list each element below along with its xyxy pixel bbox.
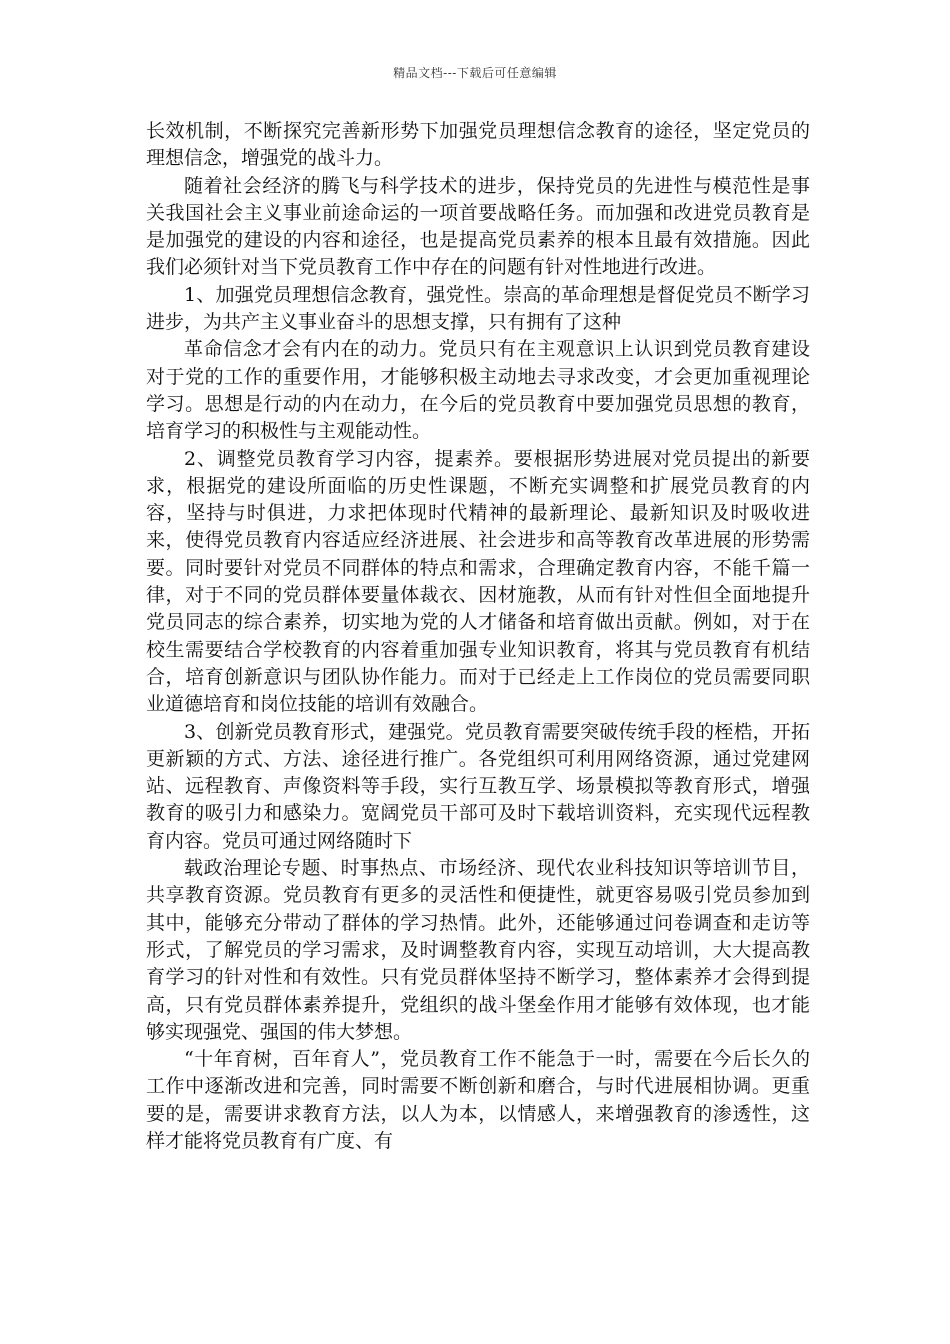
paragraph-3: 1、加强党员理想信念教育，强党性。崇高的革命理想是督促党员不断学习进步，为共产主义事业奋斗的思想支撑，只有拥有了这种 (146, 283, 810, 334)
paragraph-8: “十年育树，百年育人”，党员教育工作不能急于一时，需要在今后长久的工作中逐渐改进和完善，同时需要不断创新和磨合，与时代进展相协调。更重要的是，需要讲求教育方法，以人为本，以情感人，来增强教育的渗透性，这样才能将党员教育有广度、有 (146, 1048, 810, 1152)
paragraph-2: 随着社会经济的腾飞与科学技术的进步，保持党员的先进性与模范性是事关我国社会主义事业前途命运的一项首要战略任务。而加强和改进党员教育是是加强党的建设的内容和途径，也是提高党员素养的根本且最有效措施。因此我们必须针对当下党员教育工作中存在的问题有针对性地进行改进。 (146, 174, 810, 279)
paragraph-1: 长效机制，不断探究完善新形势下加强党员理想信念教育的途径，坚定党员的理想信念，增强党的战斗力。 (146, 120, 810, 170)
paragraph-6: 3、创新党员教育形式，建强党。党员教育需要突破传统手段的桎梏，开拓更新颖的方式、方法、途径进行推广。各党组织可利用网络资源，通过党建网站、远程教育、声像资料等手段，实行互教互学、场景模拟等教育形式，增强教育的吸引力和感染力。宽阔党员干部可及时下载培训资料，充实现代远程教育内容。党员可通过网络随时下 (146, 720, 810, 852)
paragraph-7: 载政治理论专题、时事热点、市场经济、现代农业科技知识等培训节目，共享教育资源。党员教育有更多的灵活性和便捷性，就更容易吸引党员参加到其中，能够充分带动了群体的学习热情。此外，还能够通过问卷调查和走访等形式，了解党员的学习需求，及时调整教育内容，实现互动培训，大大提高教育学习的针对性和有效性。只有党员群体坚持不断学习，整体素养才会得到提高，只有党员群体素养提升，党组织的战斗堡垒作用才能够有效体现，也才能够实现强党、强国的伟大梦想。 (146, 857, 810, 1043)
page-header: 精品文档---下载后可任意编辑 (393, 66, 557, 80)
document-body (146, 118, 810, 1155)
paragraph-5: 2、调整党员教育学习内容，提素养。要根据形势进展对党员提出的新要求，根据党的建设所面临的历史性课题，不断充实调整和扩展党员教育的内容，坚持与时俱进，力求把体现时代精神的最新理论、最新知识及时吸收进来，使得党员教育内容适应经济进展、社会进步和高等教育改革进展的形势需要。同时要针对党员不同群体的特点和需求，合理确定教育内容，不能千篇一律，对于不同的党员群体要量体裁衣、因材施教，从而有针对性但全面地提升党员同志的综合素养，切实地为党的人才储备和培育做出贡献。例如，对于在校生需要结合学校教育的内容着重加强专业知识教育，将其与党员教育有机结合，培育创新意识与团队协作能力。而对于已经走上工作岗位的党员需要同职业道德培育和岗位技能的培训有效融合。 (146, 447, 810, 716)
paragraph-4: 革命信念才会有内在的动力。党员只有在主观意识上认识到党员教育建设对于党的工作的重要作用，才能够积极主动地去寻求改变，才会更加重视理论学习。思想是行动的内在动力，在今后的党员教育中要加强党员思想的教育，培育学习的积极性与主观能动性。 (146, 338, 810, 443)
